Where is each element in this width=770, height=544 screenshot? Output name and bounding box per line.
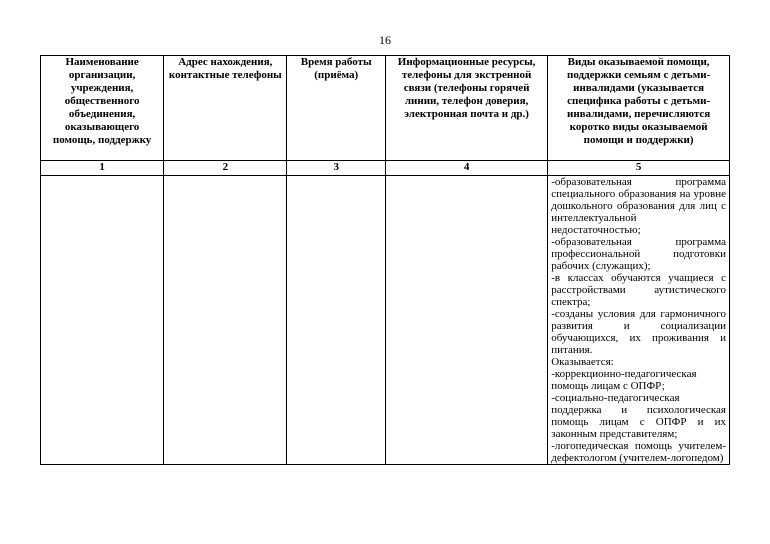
column-number-row	[41, 161, 730, 176]
page-number: 16	[379, 33, 391, 47]
cell-information-resources	[386, 176, 548, 465]
cell-organization-name	[41, 176, 164, 465]
column-number: 3	[287, 161, 386, 176]
assistance-item: -социально-педагогическая поддержка и психологическая помощь лицам с ОПФР и их законным представителям;	[551, 392, 726, 440]
table-row	[41, 176, 730, 465]
header-address-contacts: Адрес нахождения, контактные телефоны	[164, 56, 287, 161]
header-information-resources: Информационные ресурсы, телефоны для экстренной связи (телефоны горячей линии, телефон доверия, электронная почта и др.)	[386, 56, 548, 161]
table-header-row	[41, 56, 730, 161]
column-number: 4	[386, 161, 548, 176]
assistance-item: -коррекционно-педагогическая помощь лицам с ОПФР;	[551, 368, 697, 392]
assistance-item: -образовательная программа специального образования на уровне дошкольного образования для лиц с интеллектуальной недостаточностью;	[551, 176, 726, 236]
organizations-table	[40, 55, 730, 465]
header-types-of-assistance: Виды оказываемой помощи, поддержки семьям с детьми-инвалидами (указывается специфика работы с детьми-инвалидами, перечисляются коротко виды оказываемой помощи и поддержки)	[548, 56, 730, 161]
assistance-item: -созданы условия для гармоничного развития и социализации обучающихся, их проживания и питания.	[551, 308, 726, 356]
header-organization-name: Наименование организации, учреждения, общественного объединения, оказывающего помощь, поддержку	[41, 56, 164, 161]
assistance-item: -логопедическая помощь учителем-дефектологом (учителем-логопедом)	[551, 440, 726, 464]
assistance-item: -образовательная программа профессиональной подготовки рабочих (служащих);	[551, 236, 726, 272]
assistance-item: Оказывается:	[551, 356, 614, 368]
column-number: 2	[164, 161, 287, 176]
column-number: 1	[41, 161, 164, 176]
column-number: 5	[548, 161, 730, 176]
header-working-hours: Время работы (приёма)	[287, 56, 386, 161]
cell-working-hours	[287, 176, 386, 465]
assistance-item: -в классах обучаются учащиеся с расстройствами аутистического спектра;	[551, 272, 726, 308]
cell-types-of-assistance	[548, 176, 730, 465]
cell-address-contacts	[164, 176, 287, 465]
